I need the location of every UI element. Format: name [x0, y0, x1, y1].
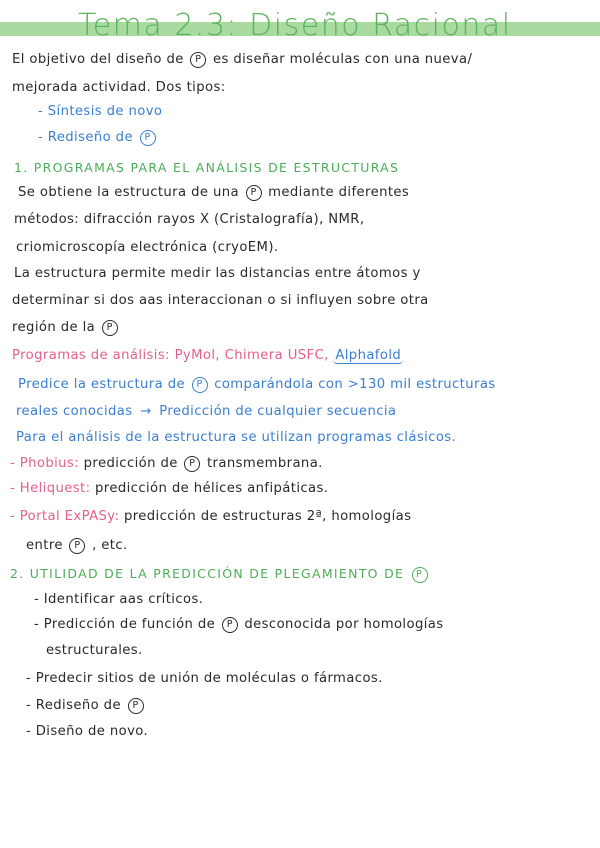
program-name: - Portal ExPASy:	[10, 509, 120, 524]
program-name: - Phobius:	[10, 456, 80, 471]
s1-paragraph-line: determinar si dos aas interaccionan o si influyen sobre otra	[12, 293, 429, 308]
section-1-header: 1. PROGRAMAS PARA EL ANÁLISIS DE ESTRUCTURAS	[14, 160, 400, 175]
alphafold-desc-line	[16, 404, 396, 419]
arrow-icon: →	[140, 404, 152, 419]
intro-text: El objetivo del diseño de	[12, 52, 184, 67]
program-expasy-cont	[26, 538, 128, 554]
use-item-1: - Identificar aas críticos.	[34, 592, 204, 607]
program-desc: entre	[26, 538, 63, 553]
s1-paragraph-line: criomicroscopía electrónica (cryoEM).	[16, 240, 279, 255]
programs-list: PyMol, Chimera USFC,	[174, 348, 329, 363]
alphafold-label: Alphafold	[335, 348, 402, 363]
use-item-4	[26, 698, 146, 714]
use-text: desconocida por homologías	[244, 617, 444, 632]
program-desc: predicción de	[83, 456, 178, 471]
intro-line-1	[12, 52, 472, 68]
program-heliquest	[10, 481, 328, 496]
program-expasy	[10, 509, 411, 524]
program-desc: predicción de estructuras 2ª, homologías	[123, 509, 412, 524]
alphafold-desc-line	[18, 377, 496, 393]
protein-circle-icon: P	[412, 567, 428, 583]
s1-paragraph-line	[12, 320, 120, 336]
program-desc: predicción de hélices anfipáticas.	[95, 481, 329, 496]
alphafold-text: reales conocidas	[16, 404, 133, 419]
s1-paragraph-line	[18, 185, 409, 201]
intro-text: es diseñar moléculas con una nueva/	[212, 52, 473, 67]
s1-paragraph-line: métodos: difracción rayos X (Cristalografía), NMR,	[14, 212, 365, 227]
use-item-3: - Predecir sitios de unión de moléculas o fármacos.	[26, 671, 383, 686]
use-item-2	[34, 617, 444, 633]
protein-circle-icon: P	[140, 130, 156, 146]
protein-circle-icon: P	[102, 320, 118, 336]
classic-programs-line: Para el análisis de la estructura se utilizan programas clásicos.	[16, 430, 457, 445]
alphafold-text: comparándola con >130 mil estructuras	[214, 377, 496, 392]
use-item-2-cont: estructurales.	[46, 643, 143, 658]
program-name: - Heliquest:	[10, 481, 91, 496]
s1-paragraph-line: La estructura permite medir las distancias entre átomos y	[14, 266, 421, 281]
protein-circle-icon: P	[190, 52, 206, 68]
section-2-header	[10, 566, 430, 583]
s1-text: región de la	[12, 320, 96, 335]
intro-line-2: mejorada actividad. Dos tipos:	[12, 80, 226, 95]
section-2-header-text: 2. UTILIDAD DE LA PREDICCIÓN DE PLEGAMIENTO DE	[10, 566, 405, 581]
protein-circle-icon: P	[246, 185, 262, 201]
protein-circle-icon: P	[128, 698, 144, 714]
type-item-2	[38, 130, 158, 146]
use-text: - Rediseño de	[26, 698, 121, 713]
type-item-text: - Rediseño de	[38, 130, 133, 145]
alphafold-text: Predice la estructura de	[18, 377, 185, 392]
use-item-5: - Diseño de novo.	[26, 724, 149, 739]
protein-circle-icon: P	[192, 377, 208, 393]
programs-line	[12, 348, 403, 363]
program-desc: transmembrana.	[206, 456, 323, 471]
program-desc: , etc.	[92, 538, 128, 553]
program-phobius	[10, 456, 323, 472]
type-item-1: - Síntesis de novo	[38, 104, 163, 119]
page-title: Tema 2.3: Diseño Racional	[78, 8, 512, 43]
protein-circle-icon: P	[222, 617, 238, 633]
protein-circle-icon: P	[69, 538, 85, 554]
s1-text: Se obtiene la estructura de una	[18, 185, 239, 200]
s1-text: mediante diferentes	[268, 185, 410, 200]
alphafold-text: Predicción de cualquier secuencia	[159, 404, 397, 419]
protein-circle-icon: P	[184, 456, 200, 472]
programs-label: Programas de análisis:	[12, 348, 170, 363]
use-text: - Predicción de función de	[34, 617, 216, 632]
